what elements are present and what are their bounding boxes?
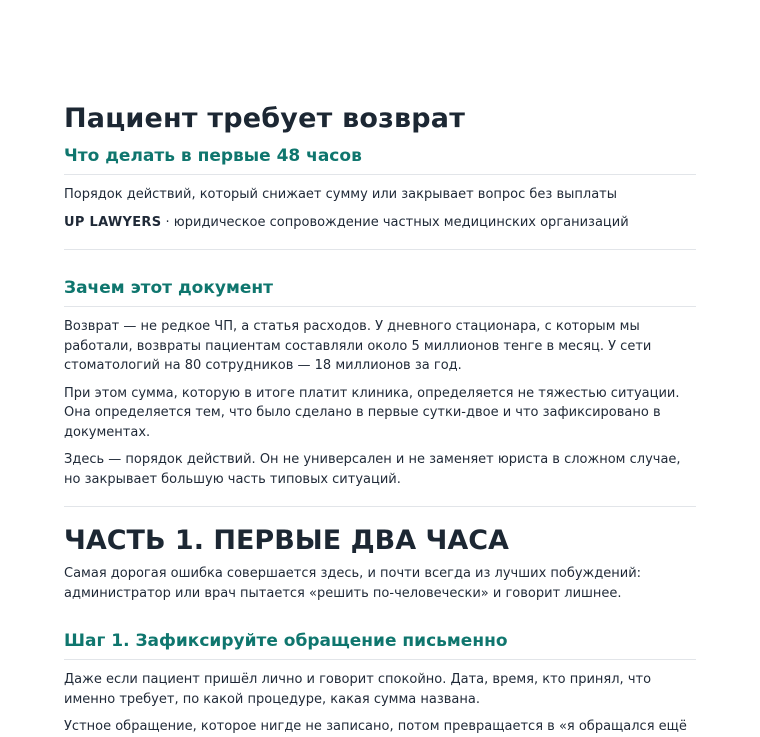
document-subtitle: Что делать в первые 48 часов: [64, 146, 362, 166]
step-heading: Шаг 1. Зафиксируйте обращение письменно: [64, 631, 508, 651]
part-title: ЧАСТЬ 1. ПЕРВЫЕ ДВА ЧАСА: [64, 525, 509, 556]
brand-line: [64, 213, 696, 233]
part-lead: Самая дорогая ошибка совершается здесь, и почти всегда из лучших побуждений: администратор или врач пытается «решить по-человечески» и говорит лишнее.: [64, 566, 642, 601]
document-lead: Порядок действий, который снижает сумму или закрывает вопрос без выплаты: [64, 187, 618, 202]
paragraph: Даже если пациент пришёл лично и говорит спокойно. Дата, время, кто принял, что именно требует, по какой процедуре, какая сумма названа.: [64, 672, 652, 707]
paragraph: При этом сумма, которую в итоге платит клиника, определяется не тяжестью ситуации. Она определяется тем, что было сделано в первые сутки-двое и что зафиксировано в документах.: [64, 385, 680, 440]
paragraph: Устное обращение, которое нигде не записано, потом превращается в «я обращался ещё: [64, 719, 687, 734]
divider: [64, 506, 696, 507]
section-heading-why: Зачем этот документ: [64, 278, 273, 298]
divider: [64, 306, 696, 307]
brand-name: UP LAWYERS: [64, 214, 162, 230]
brand-separator: ·: [161, 214, 174, 230]
document-title: Пациент требует возврат: [64, 103, 466, 134]
paragraph: Возврат — не редкое ЧП, а статья расходов. У дневного стационара, с которым мы работали, возвраты пациентам составляли около 5 миллионов тенге в месяц. У сети стоматологий на 80 сотрудников — 18 миллионов за год.: [64, 319, 652, 373]
divider: [64, 249, 696, 250]
brand-tagline: юридическое сопровождение частных медицинских организаций: [173, 214, 629, 230]
paragraph: Здесь — порядок действий. Он не универсален и не заменяет юриста в сложном случае, но закрывает большую часть типовых ситуаций.: [64, 452, 681, 487]
document-content: [64, 102, 696, 737]
divider: [64, 174, 696, 175]
divider: [64, 659, 696, 660]
